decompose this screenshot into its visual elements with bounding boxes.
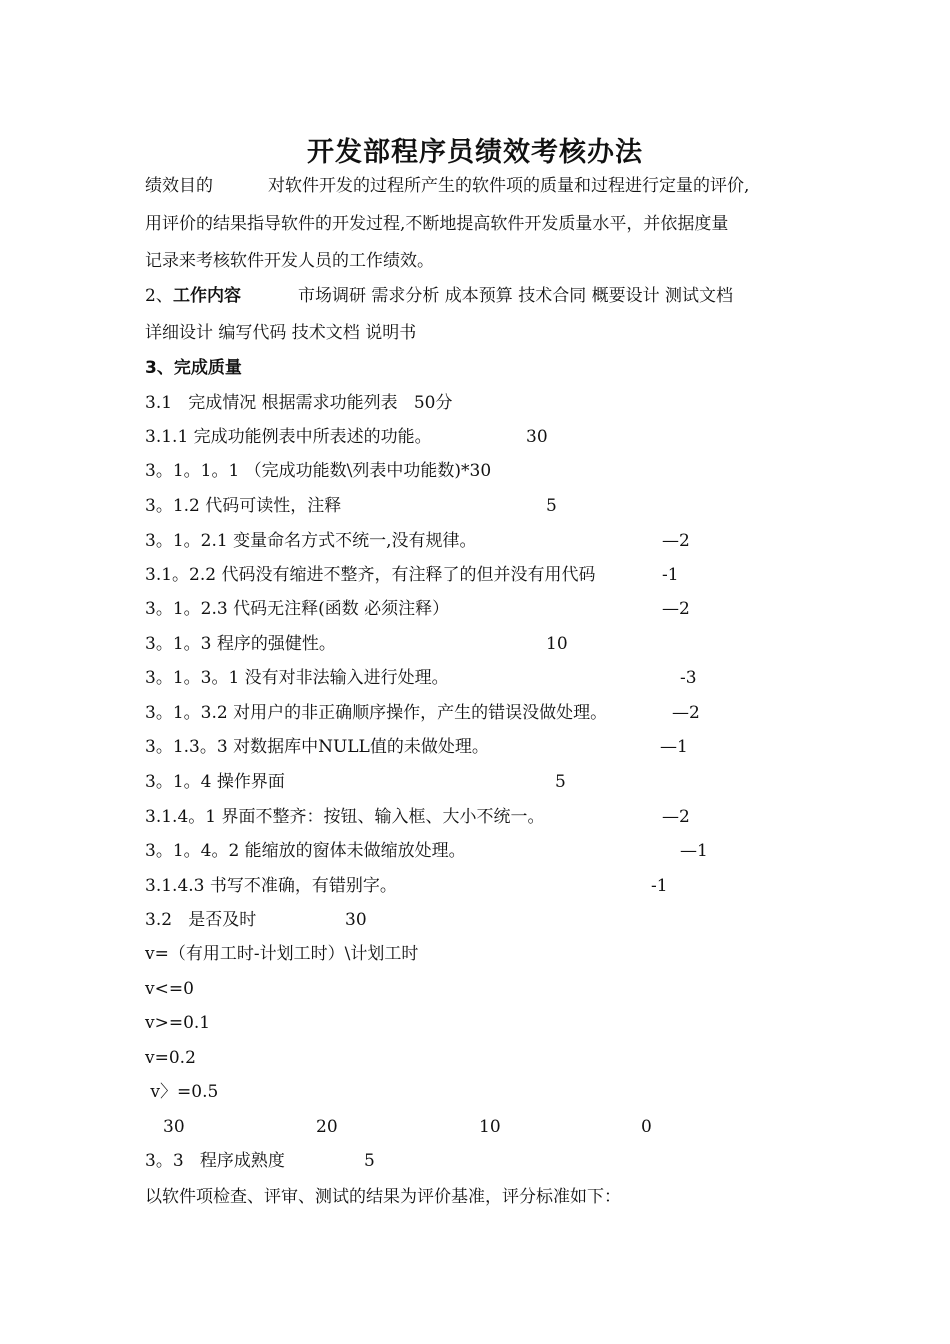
criteria-score: —1 xyxy=(680,841,708,861)
evaluation-basis-text: 以软件项检查、评审、测试的结果为评价基准，评分标准如下： xyxy=(145,1187,621,1207)
timeliness-formula: v=（有用工时-计划工时）\计划工时 xyxy=(145,944,419,964)
timeliness-condition: v>=0.1 xyxy=(145,1013,211,1033)
criteria-row: 3。1.3。3 对数据库中NULL值的未做处理。 xyxy=(145,737,489,757)
work-content-items-2: 详细设计 编写代码 技术文档 说明书 xyxy=(145,323,417,343)
timeliness-points: 30 xyxy=(163,1117,185,1137)
criteria-score: —1 xyxy=(660,737,688,757)
criteria-row: 3。1。1。1 （完成功能数\列表中功能数)*30 xyxy=(145,461,492,481)
purpose-text-1: 对软件开发的过程所产生的软件项的质量和过程进行定量的评价, xyxy=(268,176,750,196)
criteria-row: 3.1 完成情况 根据需求功能列表 50分 xyxy=(145,393,453,413)
work-content-num: 2、 xyxy=(145,286,173,306)
purpose-text-3: 记录来考核软件开发人员的工作绩效。 xyxy=(145,251,434,271)
criteria-row: 3.1.4。1 界面不整齐：按钮、输入框、大小不统一。 xyxy=(145,807,545,827)
maturity-row: 3。3 程序成熟度 xyxy=(145,1151,285,1171)
criteria-score: 30 xyxy=(526,427,548,447)
criteria-row: 3。1。4 操作界面 xyxy=(145,772,285,792)
maturity-score: 5 xyxy=(364,1151,375,1171)
criteria-score: -1 xyxy=(651,876,668,896)
timeliness-points: 20 xyxy=(316,1117,338,1137)
timeliness-condition: v=0.2 xyxy=(145,1048,196,1068)
criteria-row: 3.1。2.2 代码没有缩进不整齐，有注释了的但并没有用代码 xyxy=(145,565,596,585)
criteria-row: 3.2 是否及时 xyxy=(145,910,257,930)
criteria-score: 30 xyxy=(345,910,367,930)
criteria-row: 3。1。4。2 能缩放的窗体未做缩放处理。 xyxy=(145,841,466,861)
work-content-label: 工作内容 xyxy=(173,286,241,306)
criteria-row: 3。1。2.3 代码无注释(函数 必须注释） xyxy=(145,599,450,619)
criteria-score: 5 xyxy=(555,772,566,792)
criteria-score: —2 xyxy=(662,807,690,827)
timeliness-condition: v〉=0.5 xyxy=(145,1082,219,1102)
criteria-row: 3.1.4.3 书写不准确，有错别字。 xyxy=(145,876,397,896)
criteria-row: 3。1。2.1 变量命名方式不统一,没有规律。 xyxy=(145,531,477,551)
timeliness-points: 0 xyxy=(641,1117,652,1137)
criteria-score: 10 xyxy=(546,634,568,654)
criteria-row: 3。1.2 代码可读性，注释 xyxy=(145,496,342,516)
timeliness-points: 10 xyxy=(479,1117,501,1137)
quality-heading: 3、完成质量 xyxy=(145,358,242,378)
criteria-row: 3。1。3.2 对用户的非正确顺序操作，产生的错误没做处理。 xyxy=(145,703,608,723)
criteria-score: —2 xyxy=(672,703,700,723)
document-title: 开发部程序员绩效考核办法 xyxy=(307,137,643,168)
criteria-row: 3。1。3。1 没有对非法输入进行处理。 xyxy=(145,668,449,688)
purpose-label: 绩效目的 xyxy=(145,176,213,196)
criteria-score: —2 xyxy=(662,599,690,619)
criteria-row: 3。1。3 程序的强健性。 xyxy=(145,634,336,654)
criteria-row: 3.1.1 完成功能例表中所表述的功能。 xyxy=(145,427,432,447)
criteria-score: -3 xyxy=(680,668,697,688)
purpose-text-2: 用评价的结果指导软件的开发过程,不断地提高软件开发质量水平，并依据度量 xyxy=(145,214,729,234)
timeliness-condition: v<=0 xyxy=(145,979,194,999)
criteria-score: 5 xyxy=(546,496,557,516)
work-content-items: 市场调研 需求分析 成本预算 技术合同 概要设计 测试文档 xyxy=(298,286,734,306)
criteria-score: -1 xyxy=(662,565,679,585)
criteria-score: —2 xyxy=(662,531,690,551)
